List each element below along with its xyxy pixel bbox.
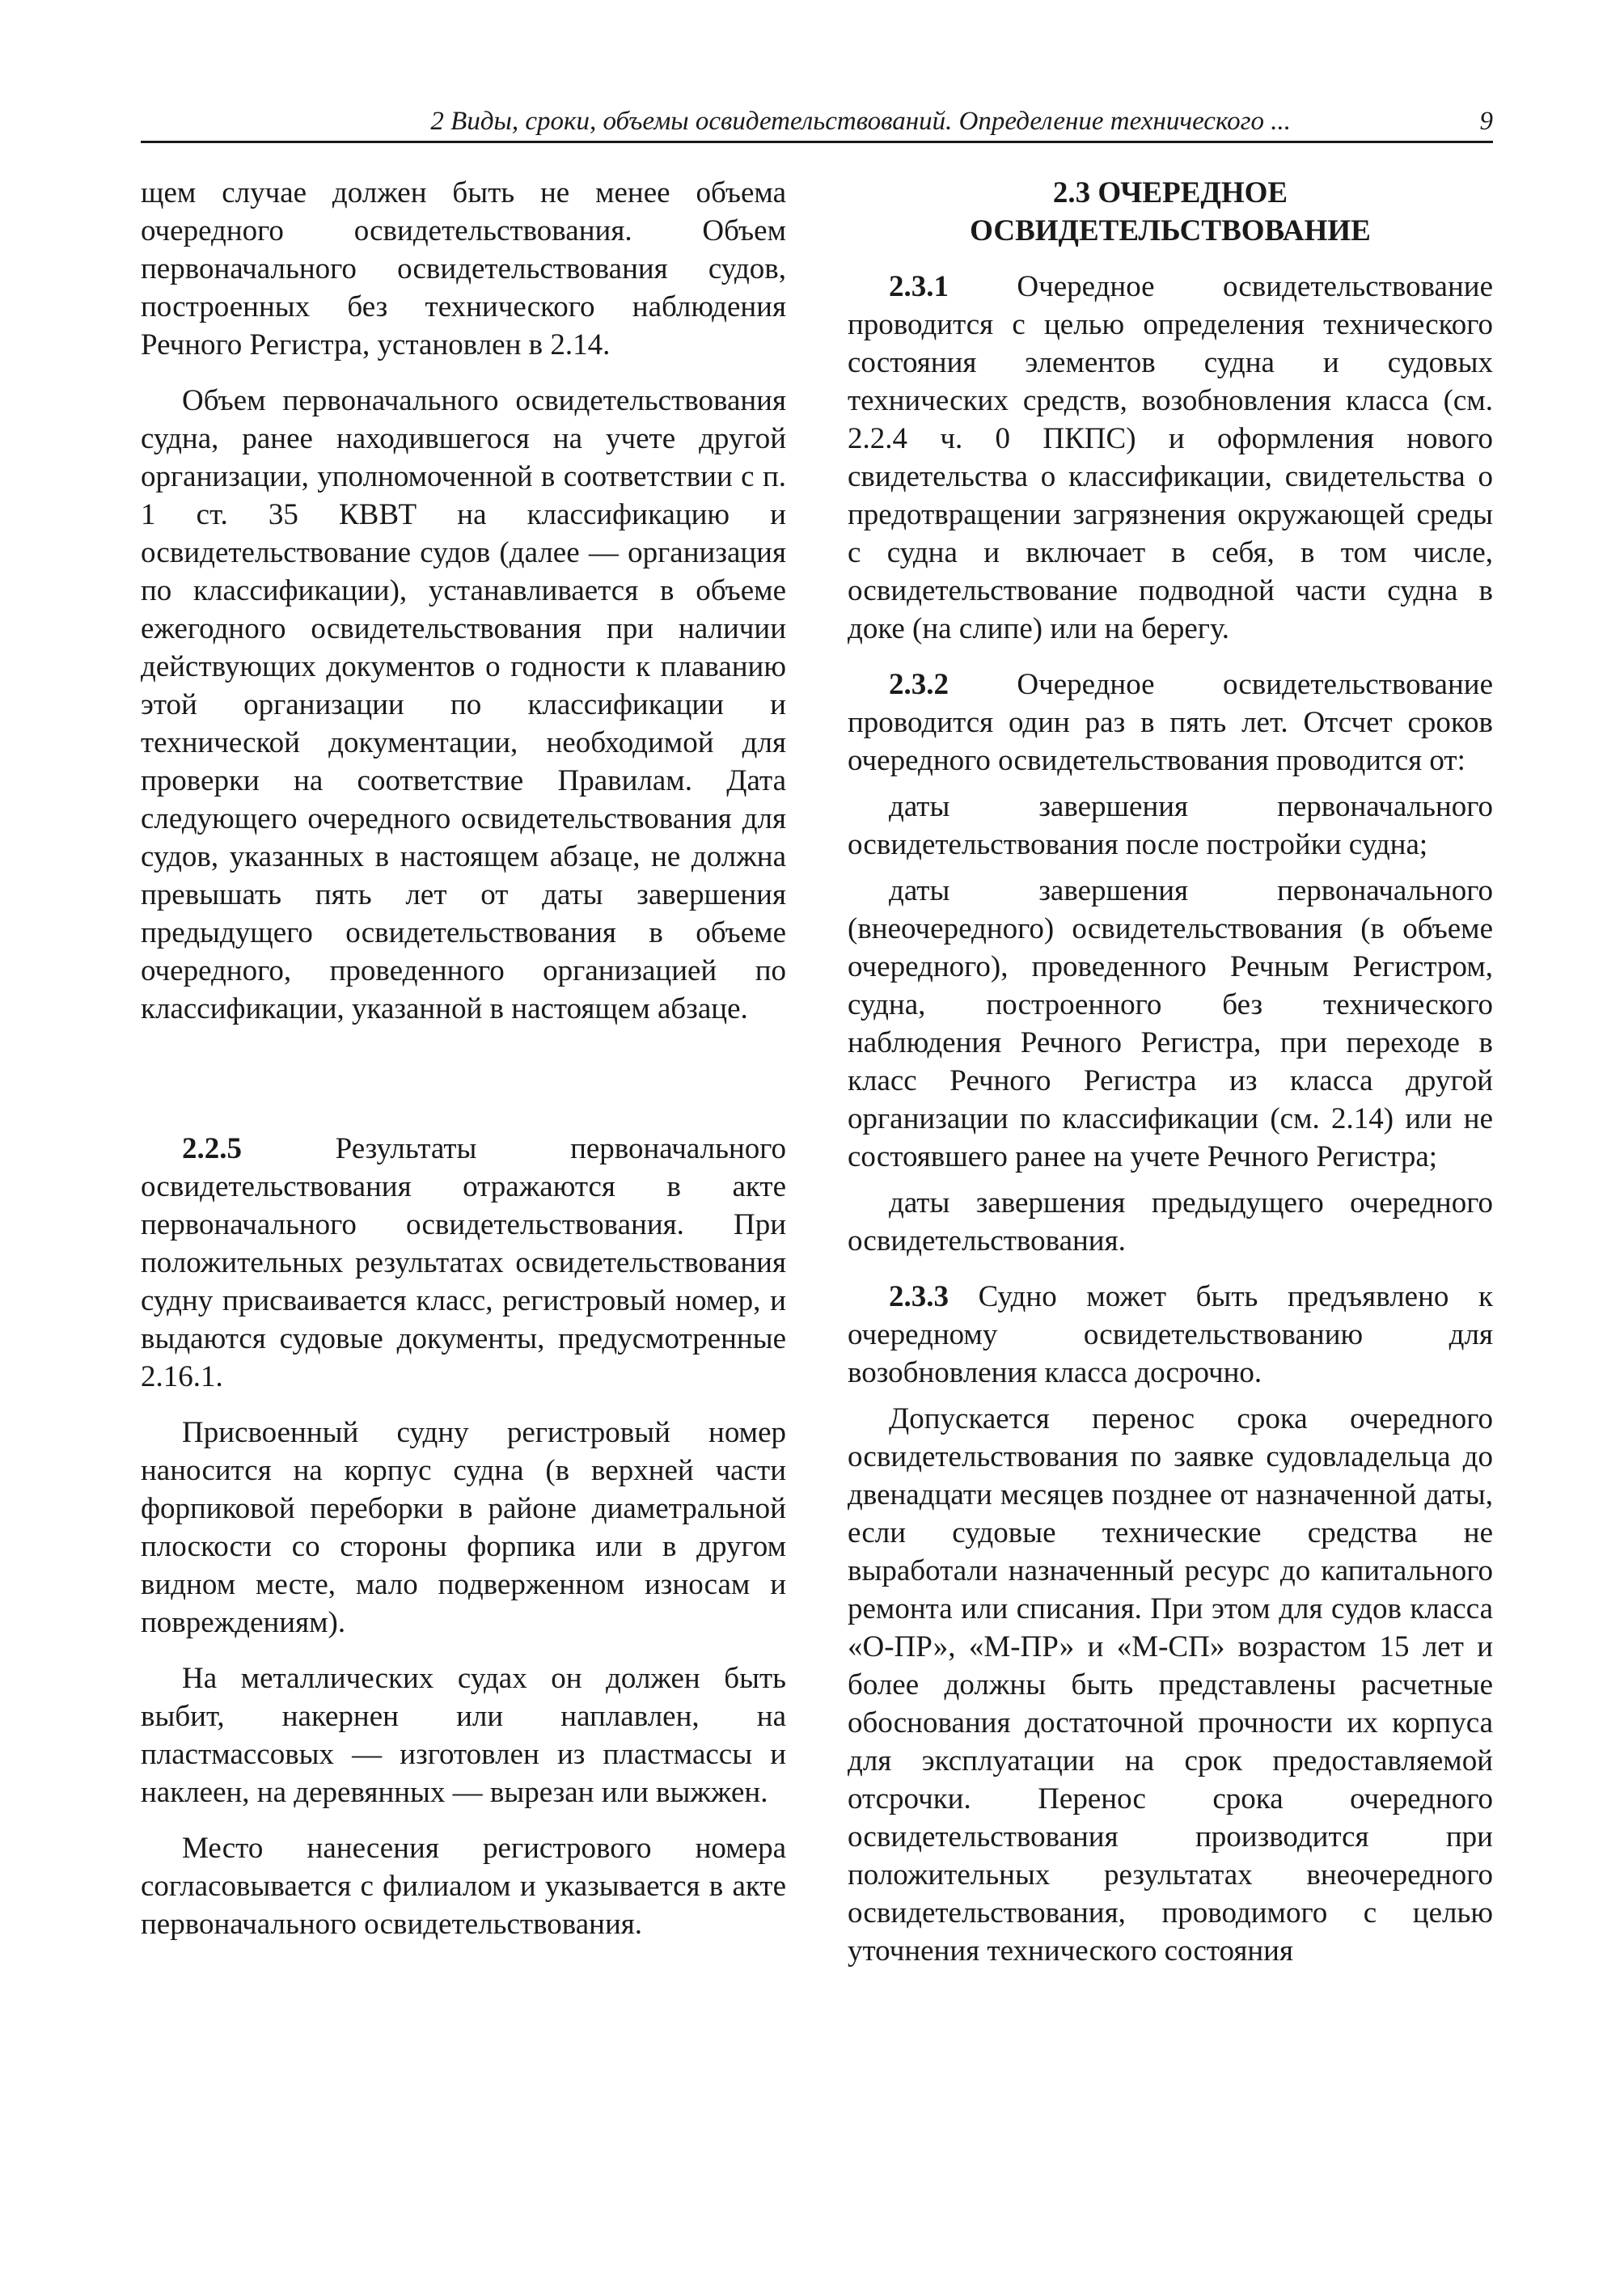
section-number: 2.2.5	[182, 1132, 242, 1165]
list-paragraph: даты завершения предыдущего очередного освидетельствования.	[848, 1186, 1493, 1258]
paragraph-2-3-3	[848, 1278, 1493, 1392]
section-number: 2.3.1	[889, 270, 949, 303]
paragraph-continuation: щем случае должен быть не менее объема очередного освидетельствования. Объем первоначального освидетельствования судов, построенных без технического наблюдения Речного Регистра, установлен в 2.14.	[141, 176, 786, 361]
paragraph: Присвоенный судну регистровый номер наносится на корпус судна (в верхней части форпиковой переборки в районе диаметральной плоскости со стороны форпика или в другом видном месте, мало подверженном износам и повреждениям).	[141, 1416, 786, 1639]
section-heading-line-1: 2.3 ОЧЕРЕДНОЕ	[1052, 176, 1288, 209]
paragraph-text: Результаты первоначального освидетельствования отражаются в акте первоначального освидетельствования. При положительных результатах освидетельствования судну присваивается класс, регистровый номер, и выдаются судовые документы, предусмотренные 2.16.1.	[141, 1132, 786, 1393]
list-paragraph: даты завершения первоначального освидетельствования после постройки судна;	[848, 790, 1493, 861]
paragraph: Объем первоначального освидетельствования судна, ранее находившегося на учете другой организации, уполномоченной в соответствии с п. 1 ст. 35 КВВТ на классификацию и освидетельствование судов (далее — организация по классификации), устанавливается в объеме ежегодного освидетельствования при наличии действующих документов о годности к плаванию этой организации по классификации и технической документации, необходимой для проверки на соответствие Правилам. Дата следующего очередного освидетельствования для судов, указанных в настоящем абзаце, не должна превышать пять лет от даты завершения предыдущего освидетельствования в объеме очередного, проведенного организацией по классификации, указанной в настоящем абзаце.	[141, 384, 786, 1025]
page-number: 9	[1479, 107, 1493, 136]
paragraph: Место нанесения регистрового номера согласовывается с филиалом и указывается в акте первоначального освидетельствования.	[141, 1832, 786, 1941]
paragraph-2-3-2	[848, 666, 1493, 780]
running-header-title: 2 Виды, сроки, объемы освидетельствований. Определение технического ...	[430, 107, 1291, 136]
paragraph-2-2-5	[141, 1130, 786, 1396]
list-paragraph: даты завершения первоначального (внеочередного) освидетельствования (в объеме очередного), проведенного Речным Регистром, судна, построенного без технического наблюдения Речного Регистра, при переходе в класс Речного Регистра из класса другой организации по классификации (см. 2.14) или не состоявшего ранее на учете Речного Регистра;	[848, 874, 1493, 1173]
left-column	[141, 174, 786, 1943]
paragraph-2-3-1	[848, 268, 1493, 648]
paragraph-text: Судно может быть предъявлено к очередному освидетельствованию для возобновления класса досрочно.	[848, 1280, 1493, 1389]
paragraph: На металлических судах он должен быть выбит, накернен или наплавлен, на пластмассовых — изготовлен из пластмассы и наклеен, на деревянных — вырезан или выжжен.	[141, 1662, 786, 1809]
paragraph: Допускается перенос срока очередного освидетельствования по заявке судовладельца до двенадцати месяцев позднее от назначенной даты, если судовые технические средства не выработали назначенный ресурс до капитального ремонта или списания. При этом для судов класса «О-ПР», «М-ПР» и «М-СП» возрастом 15 лет и более должны быть представлены расчетные обоснования достаточной прочности их корпуса для эксплуатации на срок предоставляемой отсрочки. Перенос срока очередного освидетельствования производится при положительных результатах внеочередного освидетельствования, проводимого с целью уточнения технического состояния	[848, 1402, 1493, 1968]
section-number: 2.3.2	[889, 668, 949, 701]
right-column	[848, 174, 1493, 1970]
section-heading	[848, 174, 1493, 250]
section-number: 2.3.3	[889, 1280, 949, 1313]
section-heading-line-2: ОСВИДЕТЕЛЬСТВОВАНИЕ	[970, 214, 1371, 247]
running-header	[141, 104, 1493, 143]
paragraph-text: Очередное освидетельствование проводится один раз в пять лет. Отсчет сроков очередного освидетельствования проводится от:	[848, 668, 1493, 777]
paragraph-text: Очередное освидетельствование проводится с целью определения технического состояния элементов судна и судовых технических средств, возобновления класса (см. 2.2.4 ч. 0 ПКПС) и оформления нового свидетельства о классификации, свидетельства о предотвращении загрязнения окружающей среды с судна и включает в себя, в том числе, освидетельствование подводной части судна в доке (на слипе) или на берегу.	[848, 270, 1493, 645]
